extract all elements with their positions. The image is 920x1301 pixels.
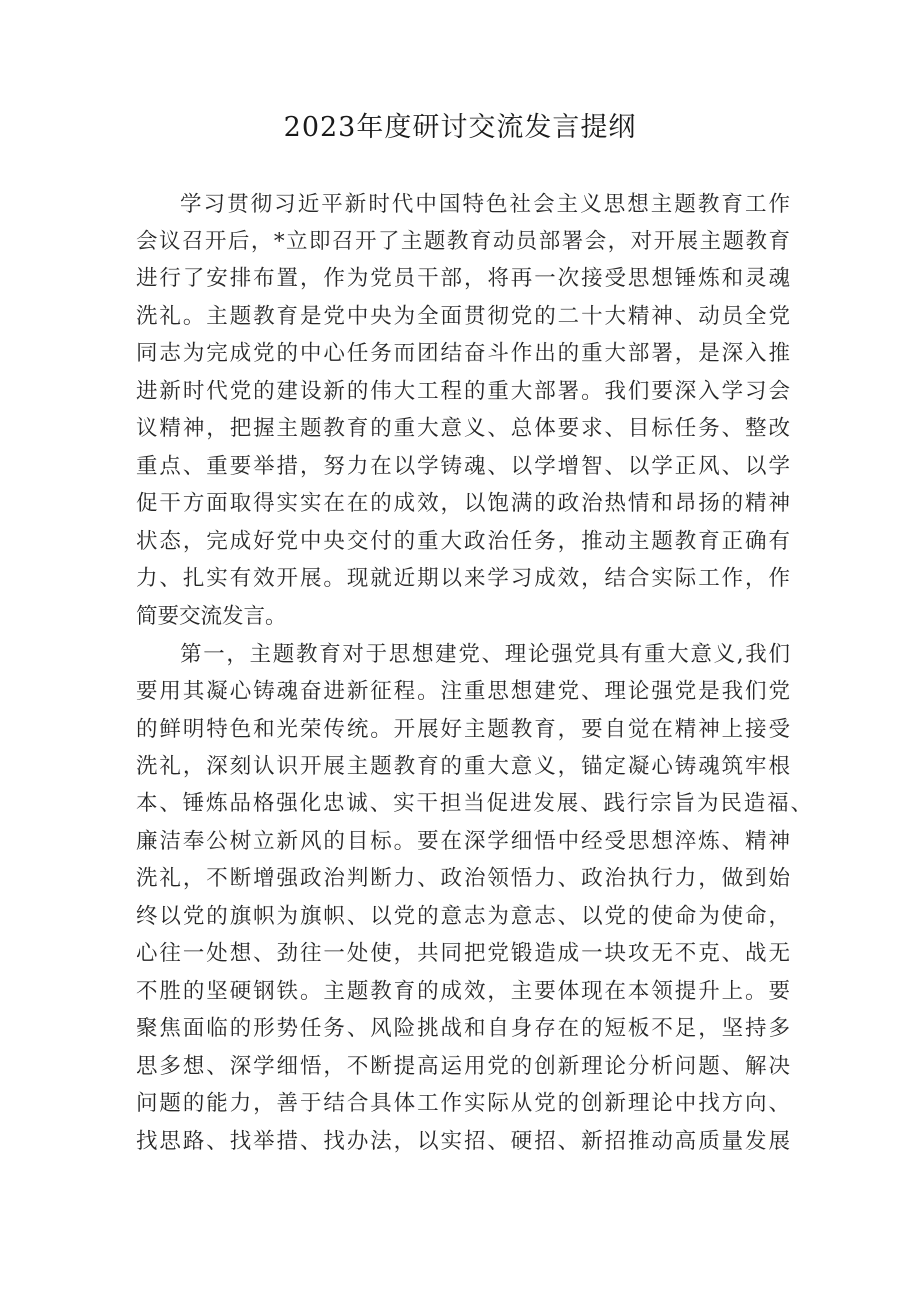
paragraph-1-line: 力、扎实有效开展。现就近期以来学习成效，结合实际工作，作 — [136, 566, 790, 591]
paragraph-2-line: 问题的能力，善于结合具体工作实际从党的创新理论中找方向、 — [136, 1091, 790, 1116]
paragraph-1-line: 状态，完成好党中央交付的重大政治任务，推动主题教育正确有 — [136, 529, 790, 554]
paragraph-1-line: 洗礼。主题教育是党中央为全面贯彻党的二十大精神、动员全党 — [136, 304, 790, 329]
paragraph-1-line: 议精神，把握主题教育的重大意义、总体要求、目标任务、整改 — [136, 416, 790, 441]
paragraph-1-line: 进新时代党的建设新的伟大工程的重大部署。我们要深入学习会 — [136, 379, 790, 404]
paragraph-1-line: 进行了安排布置，作为党员干部，将再一次接受思想锤炼和灵魂 — [136, 266, 790, 291]
paragraph-2-line: 不胜的坚硬钢铁。主题教育的成效，主要体现在本领提升上。要 — [136, 979, 790, 1004]
paragraph-1-line: 学习贯彻习近平新时代中国特色社会主义思想主题教育工作 — [180, 192, 790, 217]
paragraph-2-line: 廉洁奉公树立新风的目标。要在深学细悟中经受思想淬炼、精神 — [136, 829, 790, 854]
paragraph-2-line: 心往一处想、劲往一处使，共同把党锻造成一块攻无不克、战无 — [136, 941, 790, 966]
paragraph-2-line: 终以党的旗帜为旗帜、以党的意志为意志、以党的使命为使命， — [136, 904, 790, 929]
paragraph-2-line: 洗礼，深刻认识开展主题教育的重大意义，锚定凝心铸魂筑牢根 — [136, 754, 790, 779]
paragraph-2-line: 思多想、深学细悟，不断提高运用党的创新理论分析问题、解决 — [136, 1054, 790, 1079]
paragraph-2-line: 要用其凝心铸魂奋进新征程。注重思想建党、理论强党是我们党 — [136, 679, 790, 704]
paragraph-2-line: 第一，主题教育对于思想建党、理论强党具有重大意义,我们 — [180, 642, 790, 667]
paragraph-2-line: 找思路、找举措、找办法，以实招、硬招、新招推动高质量发展 — [136, 1129, 790, 1154]
paragraph-1-line: 简要交流发言。 — [136, 604, 287, 629]
page-title: 2023年度研讨交流发言提纲 — [283, 112, 637, 143]
paragraph-1-line: 会议召开后，*立即召开了主题教育动员部署会，对开展主题教育 — [136, 229, 790, 254]
paragraph-2-line: 本、锤炼品格强化忠诚、实干担当促进发展、践行宗旨为民造福、 — [136, 791, 812, 816]
paragraph-1-line: 同志为完成党的中心任务而团结奋斗作出的重大部署，是深入推 — [136, 341, 790, 366]
paragraph-2-line: 洗礼，不断增强政治判断力、政治领悟力、政治执行力，做到始 — [136, 866, 790, 891]
paragraph-2-line: 的鲜明特色和光荣传统。开展好主题教育，要自觉在精神上接受 — [136, 717, 790, 742]
paragraph-1-line: 重点、重要举措，努力在以学铸魂、以学增智、以学正风、以学 — [136, 454, 790, 479]
paragraph-2-line: 聚焦面临的形势任务、风险挑战和自身存在的短板不足，坚持多 — [136, 1016, 790, 1041]
paragraph-1-line: 促干方面取得实实在在的成效，以饱满的政治热情和昂扬的精神 — [136, 491, 790, 516]
